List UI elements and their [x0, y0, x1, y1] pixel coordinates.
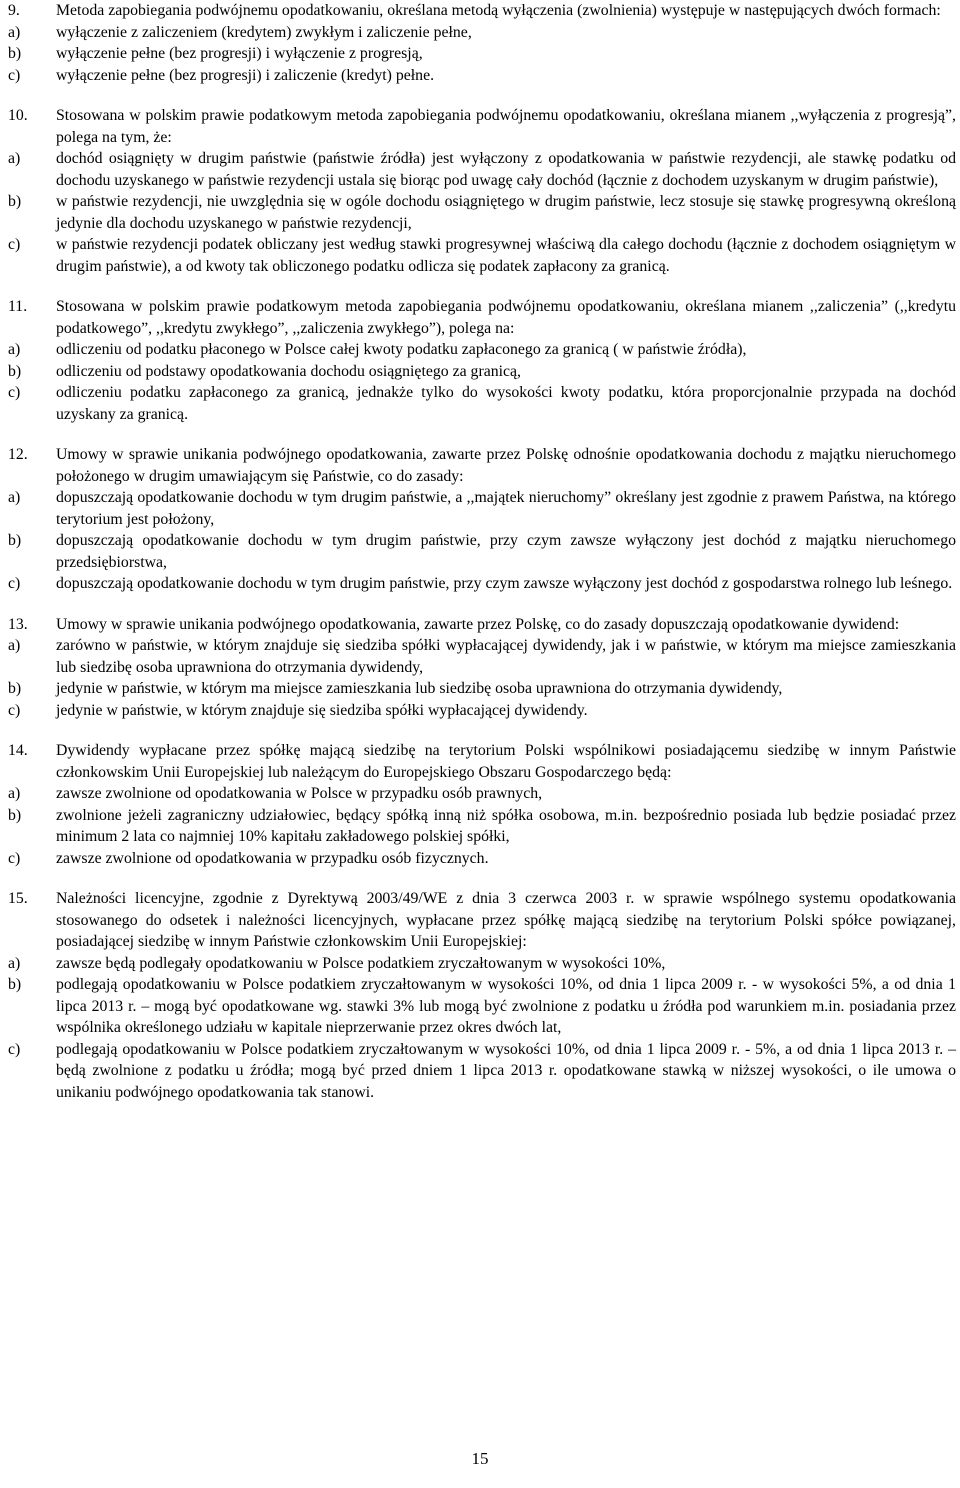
question-number: 12.	[8, 446, 28, 463]
option-text: jedynie w państwie, w którym ma miejsce zamieszkania lub siedzibę osoba uprawniona do otrzymania dywidendy,	[56, 680, 783, 697]
option-label: b)	[8, 362, 22, 380]
question-block	[8, 296, 956, 425]
option-label: a)	[8, 23, 21, 41]
option-label: a)	[8, 150, 21, 167]
question-block	[8, 105, 956, 277]
answer-option	[8, 43, 956, 65]
option-label: c)	[8, 701, 21, 719]
question-number: 11.	[8, 298, 28, 315]
option-text: dopuszczają opodatkowanie dochodu w tym drugim państwie, przy czym zawsze wyłączony jest dochód z gospodarstwa rolnego lub leśnego.	[56, 575, 953, 592]
answer-option	[8, 487, 956, 530]
question-stem-row	[8, 105, 956, 148]
question-stem-row	[8, 444, 956, 487]
option-text: w państwie rezydencji, nie uwzględnia się w ogóle dochodu osiągniętego w drugim państwie, lecz stosuje się stawkę progresywną określoną jedynie dla dochodu uzyskanego w państwie rezydencji,	[56, 193, 956, 232]
answer-option	[8, 700, 956, 722]
option-text: podlegają opodatkowaniu w Polsce podatkiem zryczałtowanym w wysokości 10%, od dnia 1 lipca 2009 r. - w wysokości 5%, a od dnia 1 lipca 2013 r. – mogą być opodatkowane wg. stawki 3% lub mogą być zwolnione z podatku u źródła pod warunkiem m.in. posiadania przez wspólnika określonego udziału w kapitale nieprzerwanie przez okres dwóch lat,	[56, 976, 956, 1036]
option-label: c)	[8, 575, 21, 592]
option-text: zwolnione jeżeli zagraniczny udziałowiec, będący spółką inną niż spółka osobowa, m.in. bezpośrednio posiada lub będzie posiadać przez minimum 2 lata co najmniej 10% kapitału zakładowego polskiej spółki,	[56, 806, 956, 845]
option-label: b)	[8, 193, 22, 210]
option-label: a)	[8, 489, 21, 506]
question-stem: Stosowana w polskim prawie podatkowym metoda zapobiegania podwójnemu opodatkowaniu, określana mianem ,,wyłączenia z progresją”, polega na tym, że:	[56, 107, 956, 146]
option-text: odliczeniu od podstawy opodatkowania dochodu osiągniętego za granicą,	[56, 362, 521, 380]
option-text: zawsze będą podlegały opodatkowaniu w Polsce podatkiem zryczałtowanym w wysokości 10%,	[56, 954, 666, 972]
question-number: 10.	[8, 107, 28, 124]
question-stem-row	[8, 888, 956, 953]
answer-option	[8, 783, 956, 805]
option-label: b)	[8, 806, 22, 824]
question-stem: Stosowana w polskim prawie podatkowym metoda zapobiegania podwójnemu opodatkowaniu, określana mianem ,,zaliczenia” (,,kredytu podatkowego”, ,,kredytu zwykłego”, ,,zaliczenia zwykłego”), polega na:	[56, 298, 956, 337]
option-label: b)	[8, 45, 22, 62]
answer-option	[8, 148, 956, 191]
option-label: b)	[8, 976, 22, 993]
option-label: c)	[8, 236, 21, 253]
option-text: dochód osiągnięty w drugim państwie (państwie źródła) jest wyłączony z opodatkowania w państwie rezydencji, ale stawkę podatku od dochodu uzyskanego w państwie rezydencji ustala się biorąc pod uwagę cały dochód (łącznie z dochodem uzyskanym w drugim państwie),	[56, 150, 956, 189]
option-text: zawsze zwolnione od opodatkowania w Polsce w przypadku osób prawnych,	[56, 785, 543, 802]
question-block	[8, 614, 956, 722]
question-number: 9.	[8, 2, 20, 19]
question-stem-row	[8, 614, 956, 636]
answer-option	[8, 848, 956, 870]
answer-option	[8, 678, 956, 700]
option-label: a)	[8, 637, 21, 654]
option-text: wyłączenie pełne (bez progresji) i wyłączenie z progresją,	[56, 45, 423, 62]
answer-option	[8, 805, 956, 848]
question-stem: Należności licencyjne, zgodnie z Dyrektywą 2003/49/WE z dnia 3 czerwca 2003 r. w sprawie wspólnego systemu opodatkowania stosowanego do odsetek i należności licencyjnych, wypłacane przez spółkę mającą siedzibę na terytorium Polski spółce powiązanej, posiadającej siedzibę w innym Państwie członkowskim Unii Europejskiej:	[56, 890, 956, 950]
answer-option	[8, 22, 956, 44]
option-text: wyłączenie pełne (bez progresji) i zaliczenie (kredyt) pełne.	[56, 66, 435, 84]
option-text: w państwie rezydencji podatek obliczany jest według stawki progresywnej właściwą dla całego dochodu (łącznie z dochodem osiągniętym w drugim państwie), a od kwoty tak obliczonego podatku odlicza się podatek zapłacony za granicą.	[56, 236, 956, 275]
option-text: zarówno w państwie, w którym znajduje się siedziba spółki wypłacającej dywidendy, jak i w państwie, w którym ma miejsce zamieszkania lub siedzibę osoba uprawniona do otrzymania dywidendy,	[56, 637, 956, 676]
question-stem-row	[8, 0, 956, 22]
option-label: c)	[8, 1040, 21, 1058]
answer-option	[8, 573, 956, 595]
question-number: 15.	[8, 890, 28, 907]
option-label: a)	[8, 341, 21, 358]
option-text: dopuszczają opodatkowanie dochodu w tym drugim państwie, przy czym zawsze wyłączony jest dochód z majątku nieruchomego przedsiębiorstwa,	[56, 532, 956, 571]
option-text: odliczeniu podatku zapłaconego za granicą, jednakże tylko do wysokości kwoty podatku, która proporcjonalnie przypada na dochód uzyskany za granicą.	[56, 384, 956, 423]
question-stem: Metoda zapobiegania podwójnemu opodatkowaniu, określana metodą wyłączenia (zwolnienia) występuje w następujących dwóch formach:	[56, 2, 941, 19]
option-label: b)	[8, 532, 22, 549]
answer-option	[8, 974, 956, 1039]
question-number: 14.	[8, 742, 28, 759]
page-number: 15	[471, 1449, 489, 1468]
answer-option	[8, 382, 956, 425]
question-stem: Umowy w sprawie unikania podwójnego opodatkowania, zawarte przez Polskę, co do zasady dopuszczają opodatkowanie dywidend:	[56, 615, 900, 633]
question-stem: Umowy w sprawie unikania podwójnego opodatkowania, zawarte przez Polskę odnośnie opodatkowania dochodu z majątku nieruchomego położonego w drugim umawiającym się Państwie, co do zasady:	[56, 446, 956, 485]
option-label: c)	[8, 849, 21, 867]
answer-option	[8, 65, 956, 87]
answer-option	[8, 339, 956, 361]
question-stem-row	[8, 296, 956, 339]
option-label: c)	[8, 384, 21, 401]
answer-option	[8, 191, 956, 234]
option-text: wyłączenie z zaliczeniem (kredytem) zwykłym i zaliczenie pełne,	[56, 23, 472, 41]
answer-option	[8, 234, 956, 277]
question-block	[8, 444, 956, 595]
question-block	[8, 888, 956, 1103]
option-text: zawsze zwolnione od opodatkowania w przypadku osób fizycznych.	[56, 849, 489, 867]
option-label: c)	[8, 66, 21, 84]
question-number: 13.	[8, 615, 28, 633]
option-label: a)	[8, 954, 21, 972]
answer-option	[8, 953, 956, 975]
question-stem-row	[8, 740, 956, 783]
question-stem: Dywidendy wypłacane przez spółkę mającą siedzibę na terytorium Polski wspólnikowi posiadającemu siedzibę w innym Państwie członkowskim Unii Europejskiej lub należącym do Europejskiego Obszaru Gospodarczego będą:	[56, 742, 956, 781]
answer-option	[8, 361, 956, 383]
answer-option	[8, 635, 956, 678]
question-block	[8, 740, 956, 869]
option-text: dopuszczają opodatkowanie dochodu w tym drugim państwie, a ,,majątek nieruchomy” określany jest zgodnie z prawem Państwa, na którego terytorium jest położony,	[56, 489, 956, 528]
answer-option	[8, 1039, 956, 1104]
question-list	[8, 0, 956, 1122]
option-text: podlegają opodatkowaniu w Polsce podatkiem zryczałtowanym w wysokości 10%, od dnia 1 lipca 2009 r. - 5%, a od dnia 1 lipca 2013 r. – będą zwolnione z podatku u źródła; mogą być przed dniem 1 lipca 2013 r. opodatkowane stawką w niższej wysokości, o ile umowa o unikaniu podwójnego opodatkowania tak stanowi.	[56, 1040, 956, 1101]
question-block	[8, 0, 956, 86]
option-label: b)	[8, 680, 22, 697]
answer-option	[8, 530, 956, 573]
option-label: a)	[8, 785, 21, 802]
option-text: odliczeniu od podatku płaconego w Polsce całej kwoty podatku zapłaconego za granicą ( w państwie źródła),	[56, 341, 747, 358]
option-text: jedynie w państwie, w którym znajduje się siedziba spółki wypłacającej dywidendy.	[56, 701, 588, 719]
